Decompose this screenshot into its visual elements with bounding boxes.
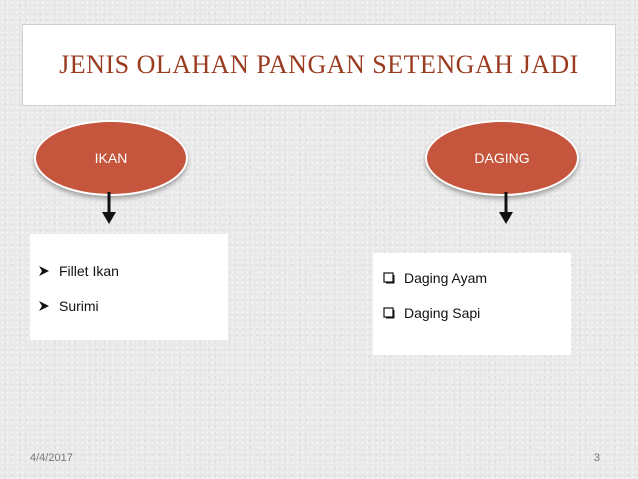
title-box — [22, 24, 616, 106]
daging-list — [373, 253, 571, 355]
footer-date: 4/4/2017 — [30, 452, 73, 464]
list-item — [373, 302, 571, 324]
down-arrow-icon — [102, 192, 116, 224]
daging-ellipse — [425, 120, 579, 196]
list-item — [30, 260, 228, 282]
list-item-label: Daging Sapi — [404, 305, 481, 321]
page-number: 3 — [593, 452, 600, 464]
list-item — [373, 267, 571, 289]
slide-title: JENIS OLAHAN PANGAN SETENGAH JADI — [59, 50, 579, 79]
list-item-label: Surimi — [59, 298, 99, 314]
list-item — [30, 295, 228, 317]
arrowhead-bullet-icon — [38, 265, 52, 277]
checkbox-square-bullet-icon — [383, 272, 397, 284]
ikan-heading: IKAN — [94, 150, 128, 166]
list-item-label: Fillet Ikan — [59, 263, 119, 279]
ikan-list — [30, 234, 228, 340]
arrowhead-bullet-icon — [38, 300, 52, 312]
daging-heading: DAGING — [474, 150, 530, 166]
title-inner — [23, 25, 615, 105]
down-arrow-icon — [499, 192, 513, 224]
checkbox-square-bullet-icon — [383, 307, 397, 319]
ikan-ellipse — [34, 120, 188, 196]
list-item-label: Daging Ayam — [404, 270, 488, 286]
